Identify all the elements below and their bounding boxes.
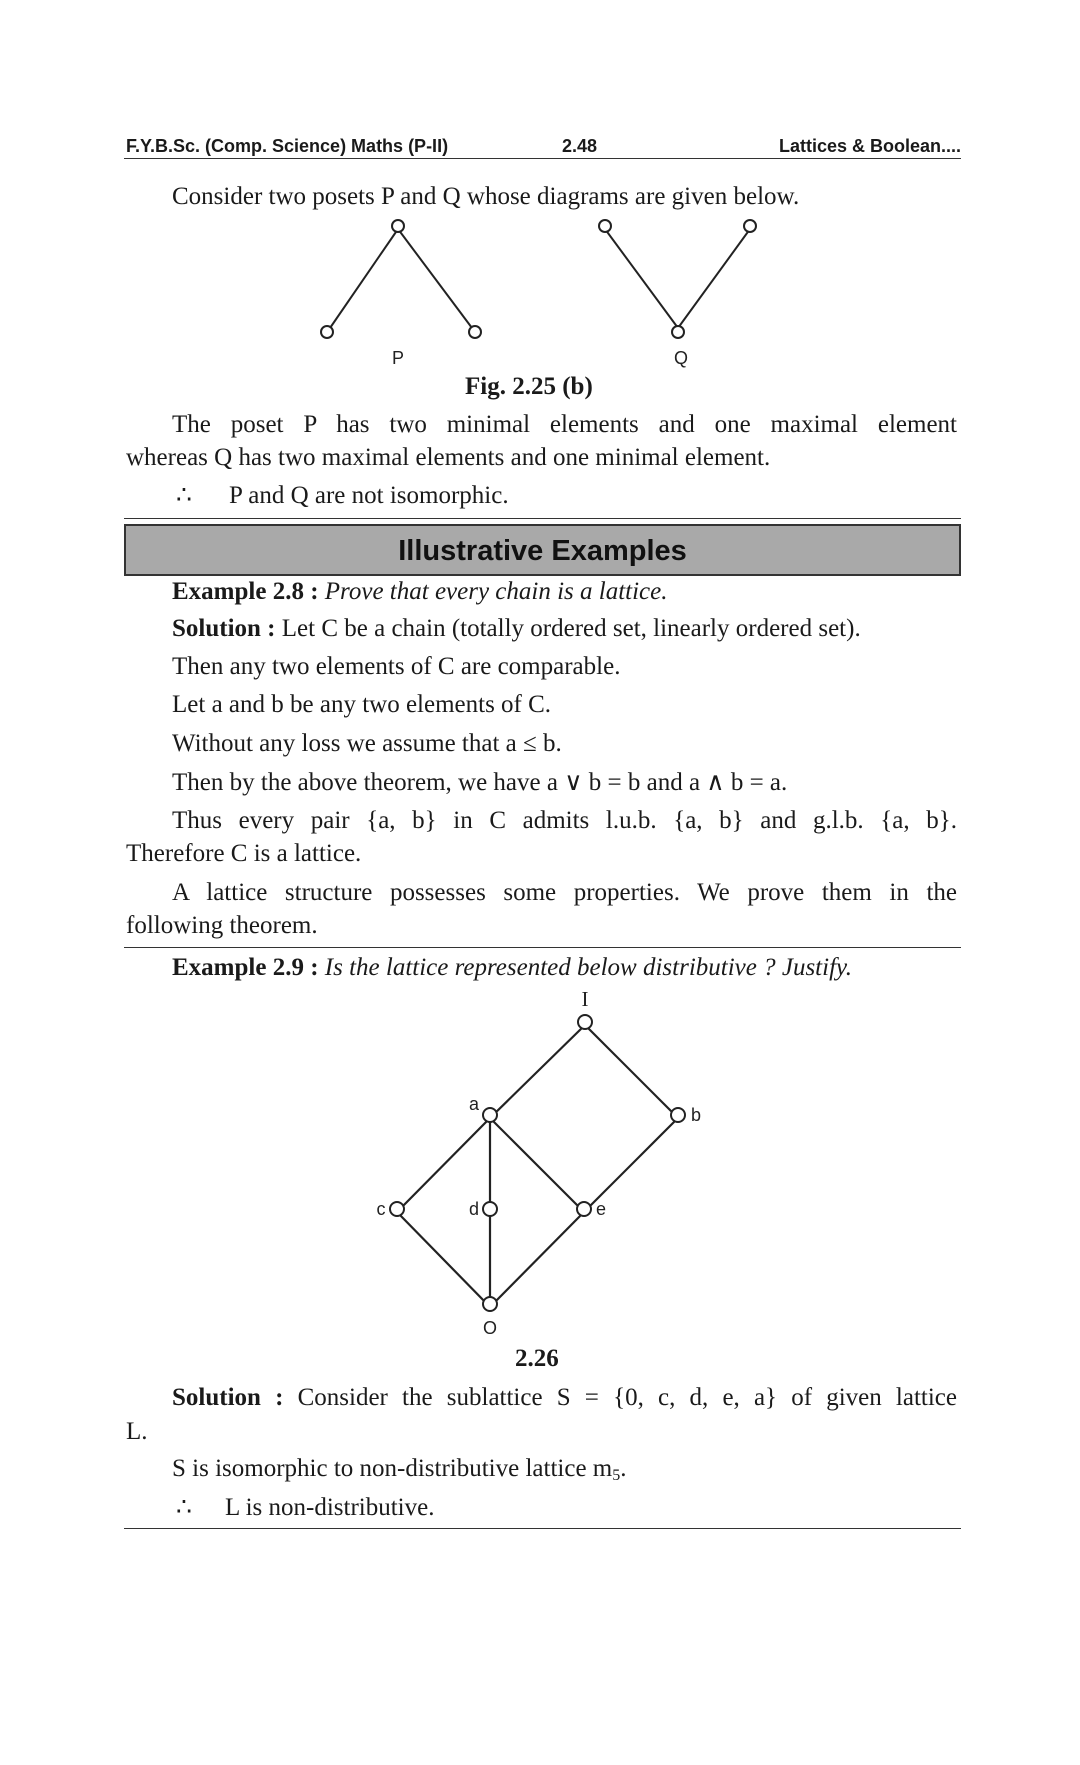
illustrative-examples-banner	[124, 524, 961, 576]
label-b: b	[690, 1105, 702, 1125]
example-2-8-line6: Thus every pair {a, b} in C admits l.u.b. {a, b} and g.l.b. {a, b}.	[172, 807, 957, 834]
example-2-9-question: Is the lattice represented below distributive ? Justify.	[324, 954, 852, 981]
q-edge-left	[605, 229, 678, 328]
label-p: P	[391, 348, 405, 368]
solution-text: Let C be a chain (totally ordered set, linearly ordered set).	[281, 615, 861, 642]
example-2-8-line9: following theorem.	[126, 912, 318, 939]
section-rule	[124, 518, 961, 519]
label-d: d	[468, 1199, 480, 1219]
isomorphic-period: .	[620, 1455, 627, 1482]
label-bottom-o: O	[482, 1318, 498, 1338]
conclusion-not-isomorphic: P and Q are not isomorphic.	[229, 482, 509, 509]
solution-label: Solution :	[172, 615, 276, 642]
example-2-8-line7: Therefore C is a lattice.	[126, 840, 362, 867]
header-rule	[124, 158, 961, 159]
banner-title: Illustrative Examples	[398, 535, 687, 567]
q-node-right	[744, 220, 756, 232]
q-edge-right	[678, 229, 750, 328]
q-node-bottom	[672, 326, 684, 338]
example-2-8-line3: Let a and b be any two elements of C.	[172, 691, 552, 718]
therefore-symbol: ∴	[176, 482, 192, 509]
label-a: a	[468, 1094, 480, 1114]
node-o	[483, 1297, 497, 1311]
example-2-9-label: Example 2.9 :	[172, 954, 319, 981]
solution-continuation: L.	[126, 1418, 148, 1445]
isomorphic-statement	[172, 1454, 626, 1484]
p-node-right	[469, 326, 481, 338]
example-2-8-line5: Then by the above theorem, we have a ∨ b = b and a ∧ b = a.	[172, 769, 788, 796]
example-2-8-line2: Then any two elements of C are comparable.	[172, 653, 621, 680]
p-edge-left	[330, 229, 398, 328]
header-book-title: F.Y.B.Sc. (Comp. Science) Maths (P-II)	[126, 136, 449, 156]
p-node-left	[321, 326, 333, 338]
para1-line2: whereas Q has two maximal elements and one minimal element.	[126, 444, 771, 471]
node-c	[390, 1202, 404, 1216]
node-a	[483, 1108, 497, 1122]
edge-b-e	[584, 1118, 678, 1212]
edge-e-o	[490, 1212, 584, 1307]
header-chapter-title: Lattices & Boolean....	[778, 136, 961, 156]
example-2-9-solution	[172, 1383, 957, 1413]
solution-text-2-9: Consider the sublattice S = {0, c, d, e, a} of given lattice	[297, 1384, 958, 1411]
p-edge-right	[398, 229, 472, 328]
node-d	[483, 1202, 497, 1216]
running-header	[124, 134, 961, 158]
solution-label-2-9: Solution :	[172, 1384, 284, 1411]
edge-c-o	[397, 1212, 490, 1307]
example-2-8-label: Example 2.8 :	[172, 578, 319, 605]
example-2-8-solution	[172, 614, 861, 644]
node-i	[578, 1015, 592, 1029]
intro-text: Consider two posets P and Q whose diagrams are given below.	[172, 183, 800, 210]
label-e: e	[595, 1199, 607, 1219]
m-subscript: 5	[612, 1467, 621, 1484]
edge-a-c	[397, 1118, 490, 1212]
final-conclusion: L is non-distributive.	[225, 1494, 435, 1521]
example-rule	[124, 947, 961, 948]
label-top-i: I	[581, 987, 589, 1011]
figure-caption-225: Fig. 2.25 (b)	[465, 373, 593, 400]
therefore-symbol-2: ∴	[176, 1494, 192, 1521]
edge-i-b	[585, 1025, 678, 1118]
edge-a-e	[490, 1118, 584, 1212]
label-q: Q	[673, 348, 689, 368]
node-e	[577, 1202, 591, 1216]
p-node-top	[392, 220, 404, 232]
edge-i-a	[490, 1025, 585, 1118]
node-b	[671, 1108, 685, 1122]
isomorphic-text: S is isomorphic to non-distributive lattice m	[172, 1455, 613, 1482]
example-2-8-heading	[172, 577, 668, 607]
figure-caption-226: 2.26	[515, 1345, 559, 1372]
example-2-9-heading	[172, 953, 852, 983]
q-node-left	[599, 220, 611, 232]
para1-line1: The poset P has two minimal elements and one maximal element	[172, 411, 957, 438]
example-2-8-question: Prove that every chain is a lattice.	[324, 578, 668, 605]
header-page-number: 2.48	[562, 136, 598, 156]
example-2-8-line8: A lattice structure possesses some properties. We prove them in the	[172, 879, 957, 906]
label-c: c	[376, 1199, 386, 1219]
example-2-8-line4: Without any loss we assume that a ≤ b.	[172, 730, 562, 757]
end-rule	[124, 1528, 961, 1529]
